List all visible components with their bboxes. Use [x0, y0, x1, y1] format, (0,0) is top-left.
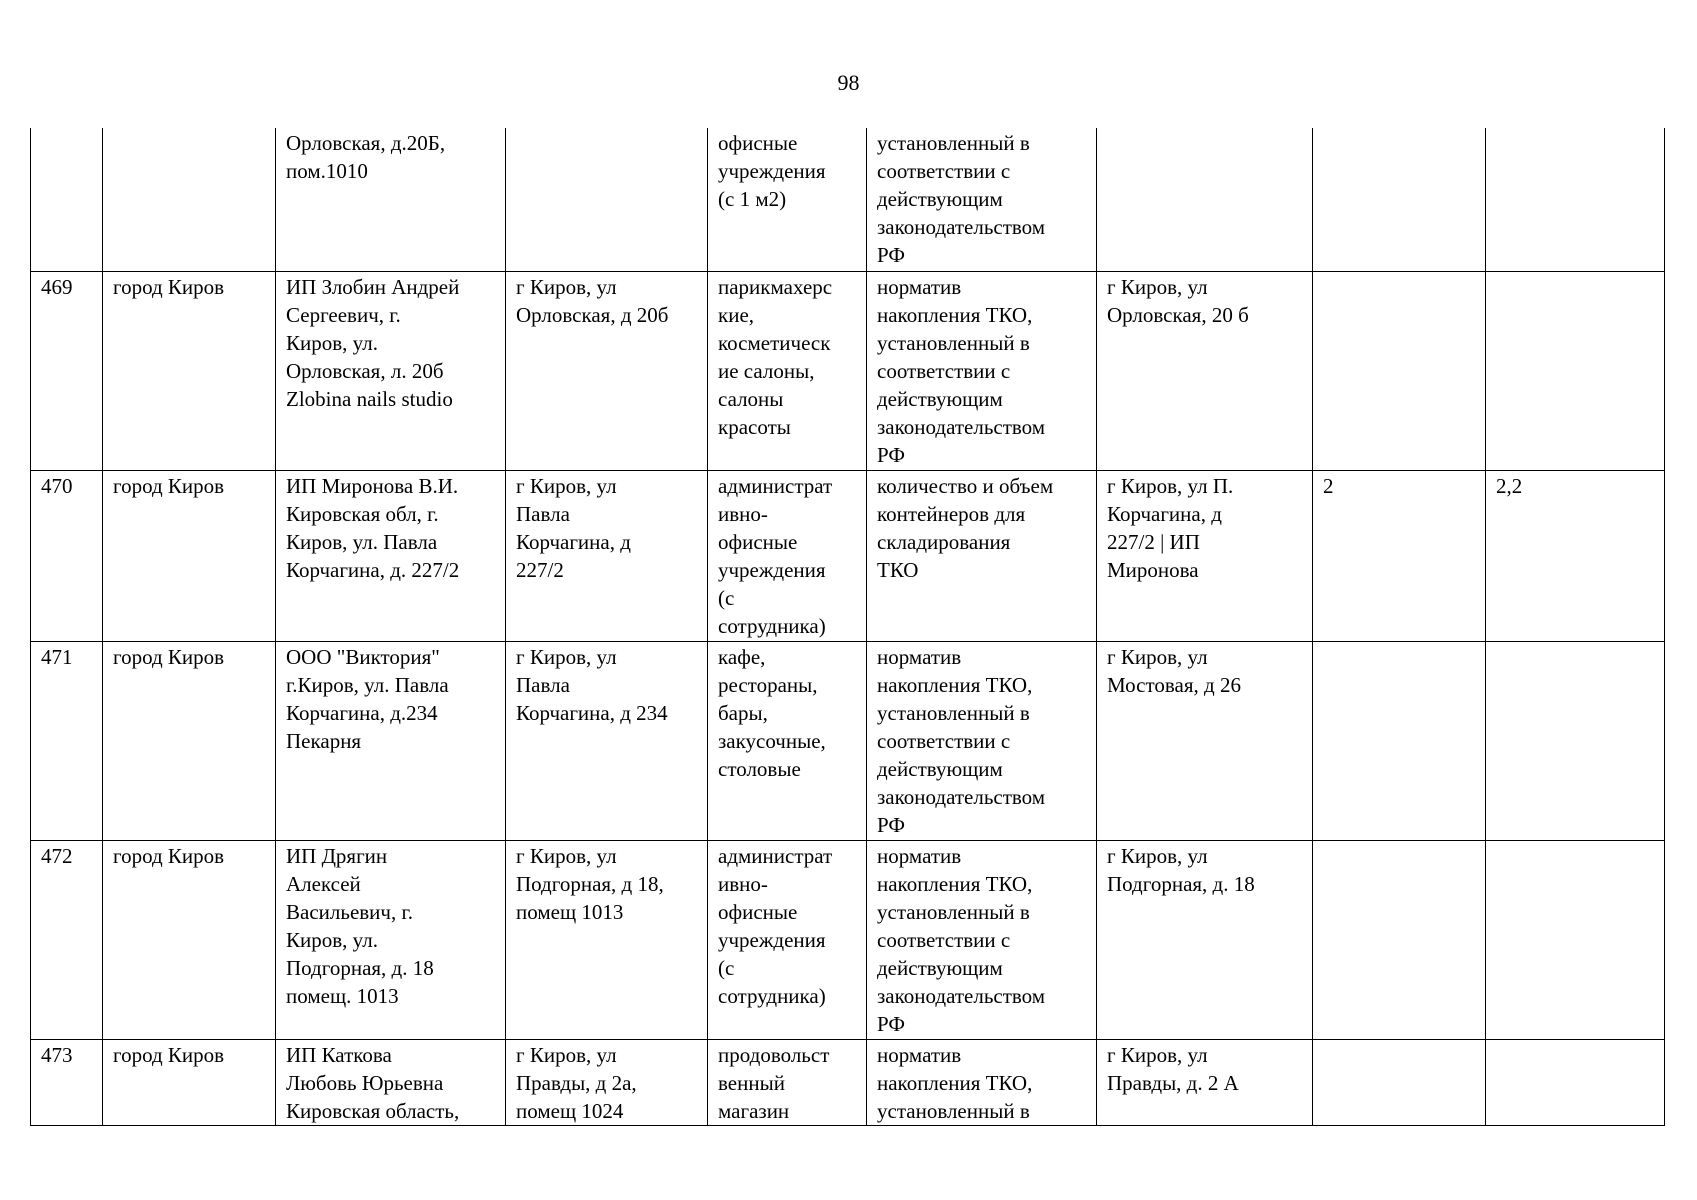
method-cell: норматив накопления ТКО, установленный в соответствии с действующим законодательством РФ [867, 841, 1097, 1040]
site-cell [1097, 128, 1313, 272]
row-number: 472 [31, 841, 103, 1040]
address-cell: г Киров, ул Подгорная, д 18, помещ 1013 [506, 841, 708, 1040]
settlement-cell: город Киров [103, 1040, 276, 1126]
volume-cell [1486, 642, 1665, 841]
address-cell: г Киров, ул Павла Корчагина, д 234 [506, 642, 708, 841]
row-number [31, 128, 103, 272]
table-row [31, 272, 1665, 471]
settlement-cell: город Киров [103, 272, 276, 471]
containers-cell [1313, 272, 1486, 471]
owner-cell: ООО "Виктория" г.Киров, ул. Павла Корчагина, д.234 Пекарня [276, 642, 506, 841]
table-row [31, 841, 1665, 1040]
category-cell: кафе, рестораны, бары, закусочные, столовые [708, 642, 867, 841]
containers-cell [1313, 642, 1486, 841]
address-cell [506, 128, 708, 272]
category-cell: офисные учреждения (с 1 м2) [708, 128, 867, 272]
table-row [31, 128, 1665, 272]
site-cell: г Киров, ул Мостовая, д 26 [1097, 642, 1313, 841]
category-cell: продовольст венный магазин [708, 1040, 867, 1126]
address-cell: г Киров, ул Павла Корчагина, д 227/2 [506, 471, 708, 642]
volume-cell [1486, 272, 1665, 471]
table-row [31, 471, 1665, 642]
method-cell: количество и объем контейнеров для складирования ТКО [867, 471, 1097, 642]
volume-cell: 2,2 [1486, 471, 1665, 642]
category-cell: администрат ивно- офисные учреждения (с сотрудника) [708, 471, 867, 642]
settlement-cell [103, 128, 276, 272]
method-cell: норматив накопления ТКО, установленный в соответствии с действующим законодательством РФ [867, 642, 1097, 841]
site-cell: г Киров, ул Правды, д. 2 А [1097, 1040, 1313, 1126]
containers-cell: 2 [1313, 471, 1486, 642]
settlement-cell: город Киров [103, 471, 276, 642]
category-cell: администрат ивно- офисные учреждения (с сотрудника) [708, 841, 867, 1040]
owner-cell: ИП Дрягин Алексей Васильевич, г. Киров, ул. Подгорная, д. 18 помещ. 1013 [276, 841, 506, 1040]
containers-cell [1313, 841, 1486, 1040]
owner-cell: ИП Каткова Любовь Юрьевна Кировская область, [276, 1040, 506, 1126]
row-number: 471 [31, 642, 103, 841]
address-cell: г Киров, ул Орловская, д 20б [506, 272, 708, 471]
row-number: 473 [31, 1040, 103, 1126]
volume-cell [1486, 1040, 1665, 1126]
method-cell: норматив накопления ТКО, установленный в соответствии с действующим законодательством РФ [867, 272, 1097, 471]
address-cell: г Киров, ул Правды, д 2а, помещ 1024 [506, 1040, 708, 1126]
row-number: 470 [31, 471, 103, 642]
page-number: 98 [837, 70, 860, 95]
site-cell: г Киров, ул П. Корчагина, д 227/2 | ИП Миронова [1097, 471, 1313, 642]
method-cell: установленный в соответствии с действующим законодательством РФ [867, 128, 1097, 272]
site-cell: г Киров, ул Подгорная, д. 18 [1097, 841, 1313, 1040]
table-row [31, 642, 1665, 841]
owner-cell: ИП Злобин Андрей Сергеевич, г. Киров, ул. Орловская, л. 20б Zlobina nails studio [276, 272, 506, 471]
owner-cell: Орловская, д.20Б, пом.1010 [276, 128, 506, 272]
containers-cell [1313, 128, 1486, 272]
site-cell: г Киров, ул Орловская, 20 б [1097, 272, 1313, 471]
containers-cell [1313, 1040, 1486, 1126]
owner-cell: ИП Миронова В.И. Кировская обл, г. Киров, ул. Павла Корчагина, д. 227/2 [276, 471, 506, 642]
settlement-cell: город Киров [103, 642, 276, 841]
method-cell: норматив накопления ТКО, установленный в [867, 1040, 1097, 1126]
settlement-cell: город Киров [103, 841, 276, 1040]
table-row [31, 1040, 1665, 1126]
row-number: 469 [31, 272, 103, 471]
waste-registry-table [30, 128, 1665, 1126]
category-cell: парикмахерс кие, косметическ ие салоны, салоны красоты [708, 272, 867, 471]
volume-cell [1486, 128, 1665, 272]
volume-cell [1486, 841, 1665, 1040]
